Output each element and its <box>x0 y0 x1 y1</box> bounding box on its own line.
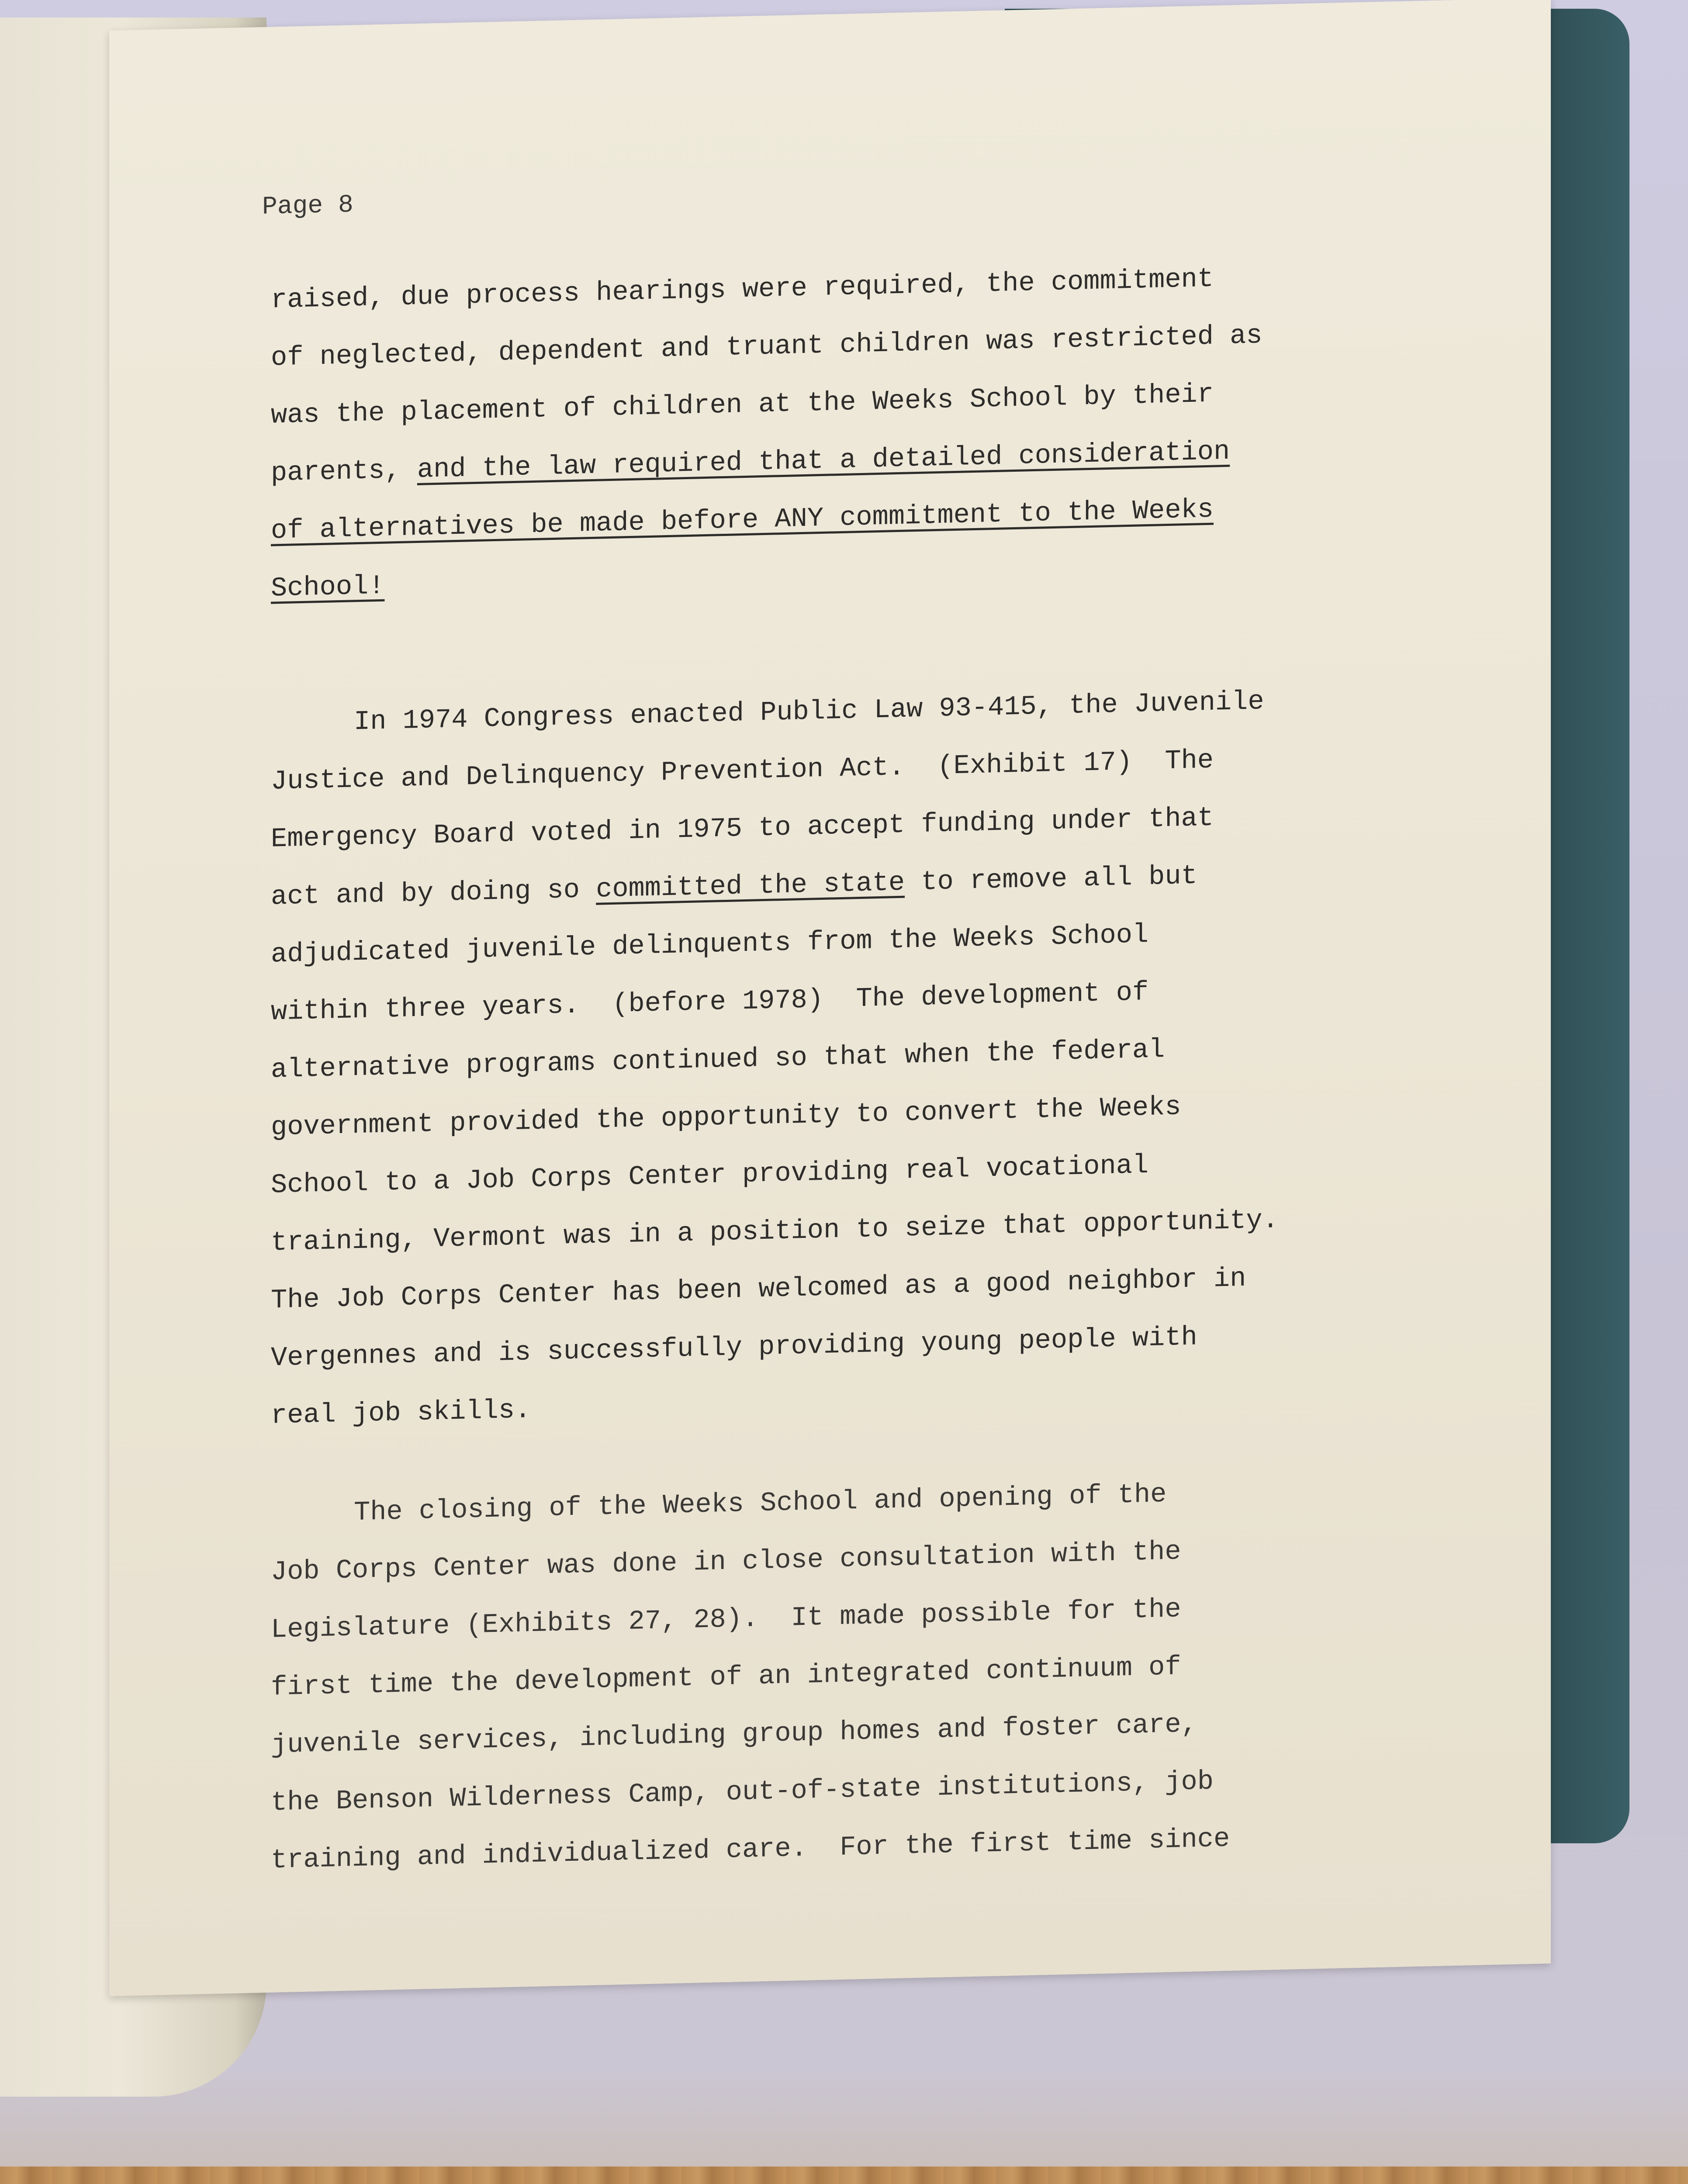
page-number: Page 8 <box>262 191 353 222</box>
paragraph-2 <box>271 668 1450 1444</box>
line-text: training, Vermont was in a position to seize that opportunity. <box>271 1204 1279 1258</box>
paragraph-1 <box>271 245 1450 617</box>
wooden-table-edge <box>0 2167 1688 2184</box>
line-text: adjudicated juvenile delinquents from the Weeks School <box>271 919 1149 970</box>
line-text: the Benson Wilderness Camp, out-of-state institutions, job <box>271 1766 1214 1818</box>
line-text: Vergennes and is successfully providing young people with <box>271 1321 1197 1374</box>
line-text: parents, <box>271 454 417 489</box>
line-text: Job Corps Center was done in close consultation with the <box>271 1536 1181 1588</box>
line-text: government provided the opportunity to convert the Weeks <box>271 1091 1181 1143</box>
document-page <box>109 0 1551 1996</box>
line-text: of neglected, dependent and truant children was restricted as <box>271 320 1263 373</box>
line-text: act and by doing so <box>271 874 596 912</box>
line-text: within three years. (before 1978) The development of <box>271 977 1149 1028</box>
underlined-text: School! <box>271 570 385 604</box>
line-text: was the placement of children at the Weeks School by their <box>271 378 1214 431</box>
line-text: Justice and Delinquency Prevention Act. (Exhibit 17) The <box>271 744 1214 797</box>
line-text: alternative programs continued so that when the federal <box>271 1034 1165 1085</box>
line-text: School to a Job Corps Center providing real vocational <box>271 1150 1149 1201</box>
line-text: training and individualized care. For the first time since <box>271 1823 1230 1876</box>
line-text: to remove all but <box>905 860 1197 898</box>
line-text: The Job Corps Center has been welcomed as a good neighbor in <box>271 1262 1246 1316</box>
line-text: real job skills. <box>271 1394 531 1431</box>
paragraph-3 <box>271 1459 1450 1889</box>
line-text: Legislature (Exhibits 27, 28). It made possible for the <box>271 1593 1181 1645</box>
line-text: Emergency Board voted in 1975 to accept funding under that <box>271 802 1214 855</box>
line-text: first time the development of an integrated continuum of <box>271 1651 1181 1703</box>
line-text: raised, due process hearings were required, the commitment <box>271 263 1214 316</box>
underlined-text: of alternatives be made before ANY commitment to the Weeks <box>271 494 1214 546</box>
line-text: juvenile services, including group homes and foster care, <box>271 1708 1197 1761</box>
line-text: The closing of the Weeks School and opening of the <box>354 1479 1167 1528</box>
line-text: In 1974 Congress enacted Public Law 93-415, the Juvenile <box>354 686 1264 738</box>
underlined-text: and the law required that a detailed consideration <box>417 435 1230 486</box>
underlined-text: committed the state <box>596 867 905 905</box>
